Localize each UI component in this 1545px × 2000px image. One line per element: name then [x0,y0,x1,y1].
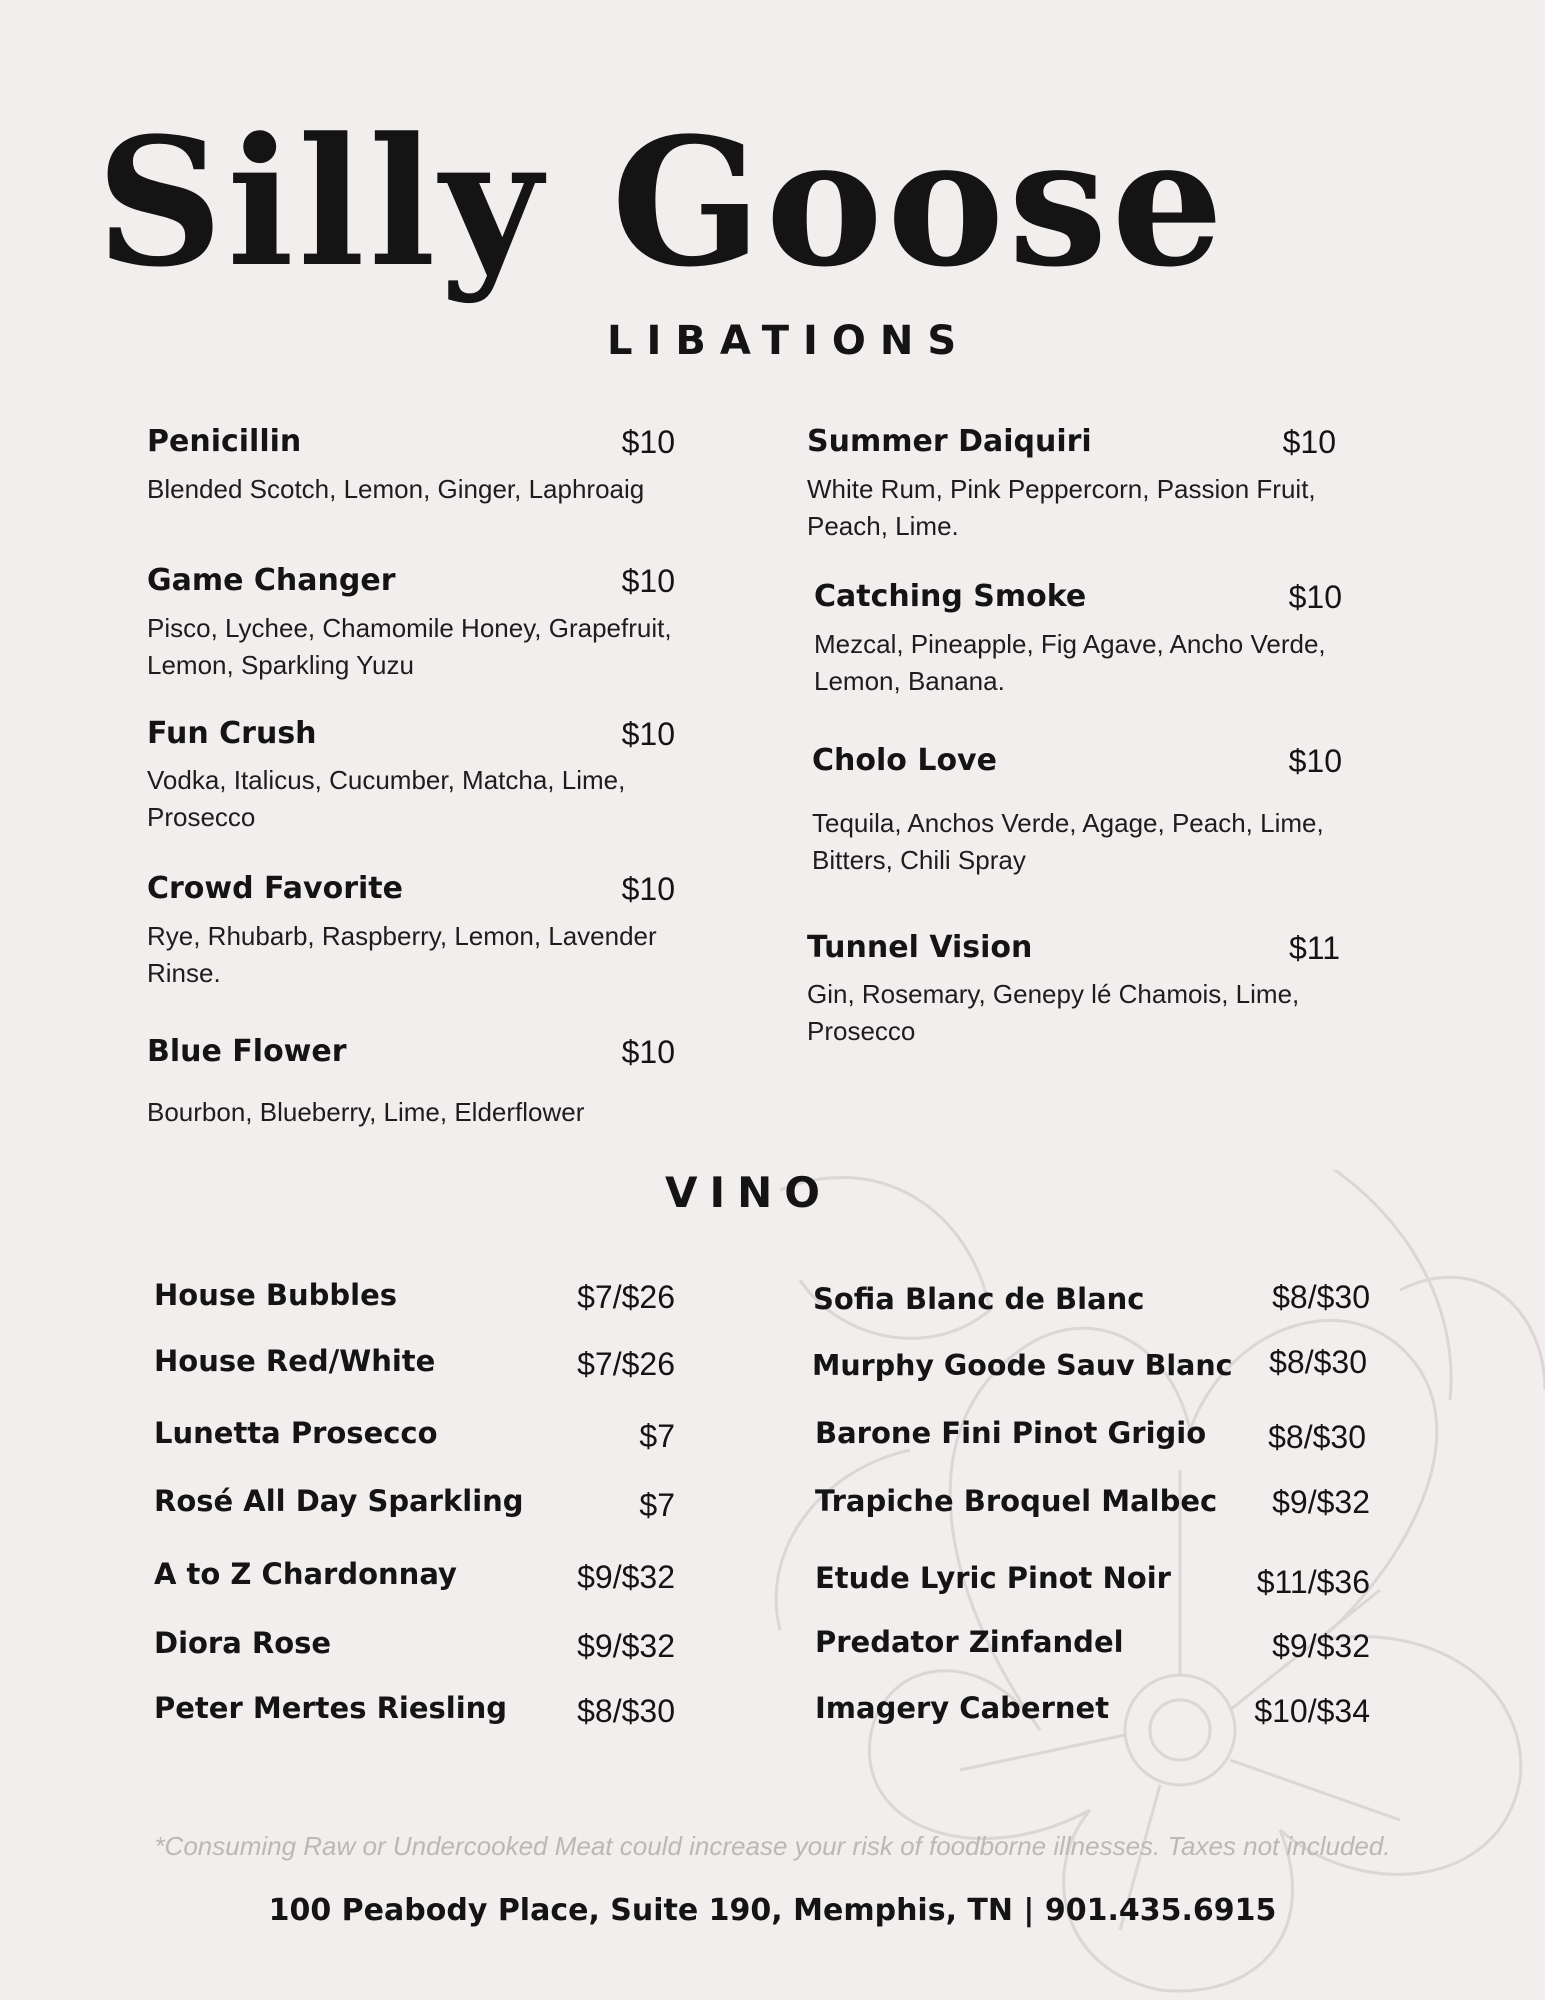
drink-price: $10 [1288,743,1342,779]
wine-name: Murphy Goode Sauv Blanc [812,1349,1233,1382]
drink-description: White Rum, Pink Peppercorn, Passion Fruit, Peach, Lime. [807,474,1316,541]
wine-name: House Red/White [154,1344,436,1378]
wine-price: $10/$34 [1254,1693,1370,1729]
wine-price: $8/$30 [1268,1419,1366,1455]
drink-description: Rye, Rhubarb, Raspberry, Lemon, Lavender Rinse. [147,921,657,988]
wine-name: Barone Fini Pinot Grigio [815,1416,1207,1450]
drink-description: Blended Scotch, Lemon, Ginger, Laphroaig [147,474,645,504]
drink-name: Tunnel Vision [807,930,1033,965]
wine-price: $9/$32 [577,1559,675,1595]
wine-name: Trapiche Broquel Malbec [815,1484,1218,1518]
libations-heading: LIBATIONS [607,318,971,364]
wine-price: $7/$26 [577,1279,675,1315]
brand-logo: Silly Goose [96,99,1228,306]
drink-name: Cholo Love [812,743,997,778]
wine-price: $8/$30 [1272,1279,1370,1315]
wine-price: $8/$30 [577,1693,675,1729]
drink-price: $10 [621,424,675,460]
wine-price: $8/$30 [1269,1344,1367,1380]
drink-name: Fun Crush [147,716,317,751]
wine-price: $7 [639,1418,675,1454]
wine-name: A to Z Chardonnay [154,1557,457,1591]
wine-price: $11/$36 [1256,1564,1370,1600]
drink-price: $10 [621,1034,675,1070]
wine-price: $9/$32 [577,1628,675,1664]
disclaimer-text: *Consuming Raw or Undercooked Meat could increase your risk of foodborne illnesses. Taxes not included. [154,1831,1391,1861]
wine-name: Rosé All Day Sparkling [154,1484,524,1518]
wine-name: Sofia Blanc de Blanc [813,1282,1145,1316]
drink-name: Summer Daiquiri [807,424,1092,459]
drink-price: $11 [1288,930,1340,966]
drink-price: $10 [1282,424,1336,460]
drink-price: $10 [621,563,675,599]
drink-description: Gin, Rosemary, Genepy lé Chamois, Lime, Prosecco [807,979,1300,1046]
drink-price: $10 [621,716,675,752]
drink-price: $10 [621,871,675,907]
wine-name: House Bubbles [154,1278,398,1312]
wine-name: Peter Mertes Riesling [154,1691,508,1725]
wine-name: Predator Zinfandel [815,1625,1124,1659]
wine-name: Etude Lyric Pinot Noir [815,1561,1171,1595]
drink-description: Vodka, Italicus, Cucumber, Matcha, Lime, Prosecco [147,765,626,832]
wine-name: Imagery Cabernet [815,1691,1110,1725]
wine-price: $7/$26 [577,1346,675,1382]
wine-name: Lunetta Prosecco [154,1416,438,1450]
wine-price: $7 [639,1487,675,1523]
address-text: 100 Peabody Place, Suite 190, Memphis, TN | 901.435.6915 [268,1893,1277,1928]
drink-name: Game Changer [147,563,396,598]
wine-price: $9/$32 [1272,1628,1370,1664]
drink-description: Tequila, Anchos Verde, Agage, Peach, Lime, Bitters, Chili Spray [812,808,1324,875]
drink-price: $10 [1288,579,1342,615]
vino-heading: VINO [665,1168,832,1217]
wine-price: $9/$32 [1272,1484,1370,1520]
drink-description: Pisco, Lychee, Chamomile Honey, Grapefruit, Lemon, Sparkling Yuzu [147,613,672,680]
drink-description: Mezcal, Pineapple, Fig Agave, Ancho Verde, Lemon, Banana. [814,629,1326,696]
drink-name: Catching Smoke [814,579,1087,614]
drink-name: Crowd Favorite [147,871,403,906]
drink-name: Penicillin [147,424,302,459]
wine-name: Diora Rose [154,1626,332,1660]
drink-name: Blue Flower [147,1034,347,1069]
drink-description: Bourbon, Blueberry, Lime, Elderflower [147,1097,585,1127]
